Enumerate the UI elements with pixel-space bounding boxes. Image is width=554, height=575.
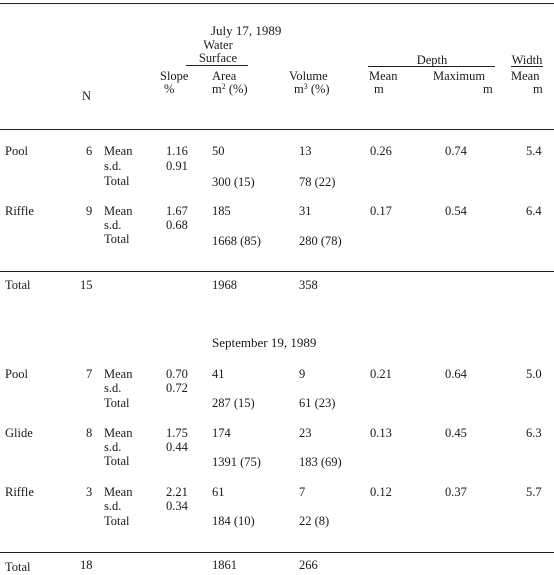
s2-glide-sd-label: s.d. — [104, 440, 122, 454]
s2-riffle-vol-total: 22 (8) — [299, 514, 330, 528]
s2-riffle-slope-mean: 2.21 — [166, 485, 188, 499]
depth-rule — [368, 66, 495, 67]
s1-riffle-area-mean: 185 — [212, 204, 231, 218]
s1-riffle-label: Riffle — [5, 204, 34, 218]
width-rule — [511, 66, 543, 67]
s1-total-area: 1968 — [212, 278, 237, 292]
s1-pool-n: 6 — [86, 144, 93, 158]
width-label: Width — [511, 53, 543, 67]
s1-pool-slope-sd: 0.91 — [166, 159, 188, 173]
water-label: Water — [203, 38, 233, 52]
s2-glide-vol-total: 183 (69) — [299, 455, 342, 469]
s1-pool-depth-max: 0.74 — [445, 144, 467, 158]
s2-glide-width: 6.3 — [526, 426, 542, 440]
surface-label: Surface — [198, 51, 238, 65]
s1-pool-vol-total: 78 (22) — [299, 175, 336, 189]
s2-riffle-mean-label: Mean — [104, 485, 133, 499]
s2-total-label: Total — [5, 560, 31, 574]
s1-riffle-mean-label: Mean — [104, 204, 133, 218]
s1-pool-total-label: Total — [104, 174, 130, 188]
s2-riffle-slope-sd: 0.34 — [166, 499, 188, 513]
s1-riffle-vol-mean: 31 — [299, 204, 312, 218]
s2-riffle-area-total: 184 (10) — [212, 514, 255, 528]
s2-total-volume: 266 — [299, 558, 318, 572]
s2-pool-mean-label: Mean — [104, 367, 133, 381]
s2-pool-depth-mean: 0.21 — [370, 367, 392, 381]
n-header: N — [82, 89, 92, 103]
slope-unit: % — [164, 82, 175, 96]
s2-pool-area-mean: 41 — [212, 367, 225, 381]
s1-pool-depth-mean: 0.26 — [370, 144, 392, 158]
depth-mean-header: Mean — [369, 69, 398, 83]
s1-riffle-depth-mean: 0.17 — [370, 204, 392, 218]
s2-pool-area-total: 287 (15) — [212, 396, 255, 410]
s2-riffle-total-label: Total — [104, 514, 130, 528]
date-september: September 19, 1989 — [212, 335, 317, 350]
s2-glide-area-total: 1391 (75) — [212, 455, 261, 469]
s2-glide-label: Glide — [5, 426, 33, 440]
s2-glide-total-label: Total — [104, 454, 130, 468]
depth-label: Depth — [416, 53, 448, 67]
s1-riffle-slope-mean: 1.67 — [166, 204, 188, 218]
depth-mean-unit: m — [374, 82, 384, 96]
slope-header: Slope — [160, 69, 189, 83]
s1-pool-area-mean: 50 — [212, 144, 225, 158]
s1-pool-width: 5.4 — [526, 144, 542, 158]
s2-pool-vol-mean: 9 — [299, 367, 306, 381]
depth-max-unit: m — [483, 82, 493, 96]
s1-riffle-sd-label: s.d. — [104, 218, 122, 232]
width-mean-header: Mean — [511, 69, 540, 83]
s2-glide-mean-label: Mean — [104, 426, 133, 440]
width-mean-unit: m — [533, 82, 543, 96]
area-unit — [212, 83, 248, 96]
s2-glide-area-mean: 174 — [212, 426, 231, 440]
s2-pool-slope-sd: 0.72 — [166, 381, 188, 395]
s2-glide-n: 8 — [86, 426, 93, 440]
volume-header: Volume — [289, 69, 328, 83]
header-rule — [0, 129, 554, 130]
s1-total-label: Total — [5, 278, 31, 292]
s1-riffle-total-label: Total — [104, 232, 130, 246]
s2-pool-width: 5.0 — [526, 367, 542, 381]
s2-riffle-n: 3 — [86, 485, 93, 499]
top-rule — [0, 3, 554, 4]
s2-pool-slope-mean: 0.70 — [166, 367, 188, 381]
s1-pool-slope-mean: 1.16 — [166, 144, 188, 158]
area-unit-base: m — [212, 82, 222, 96]
s2-pool-depth-max: 0.64 — [445, 367, 467, 381]
depth-max-header: Maximum — [433, 69, 486, 83]
s1-riffle-depth-max: 0.54 — [445, 204, 467, 218]
s1-riffle-slope-sd: 0.68 — [166, 218, 188, 232]
s2-riffle-depth-max: 0.37 — [445, 485, 467, 499]
s2-pool-total-label: Total — [104, 396, 130, 410]
area-unit-rest: (%) — [225, 82, 248, 96]
s2-total-rule — [0, 552, 554, 553]
volume-unit-sup: 3 — [303, 82, 308, 91]
s1-pool-mean-label: Mean — [104, 144, 133, 158]
s2-pool-vol-total: 61 (23) — [299, 396, 336, 410]
s2-riffle-sd-label: s.d. — [104, 499, 122, 513]
s1-pool-area-total: 300 (15) — [212, 175, 255, 189]
s2-total-area: 1861 — [212, 558, 237, 572]
water-surface-rule — [186, 65, 248, 66]
s2-pool-label: Pool — [5, 367, 28, 381]
s1-pool-vol-mean: 13 — [299, 144, 312, 158]
area-header: Area — [212, 69, 237, 83]
s1-total-n: 15 — [80, 278, 93, 292]
s2-total-n: 18 — [80, 558, 93, 572]
s1-total-volume: 358 — [299, 278, 318, 292]
s2-pool-n: 7 — [86, 367, 93, 381]
s1-riffle-area-total: 1668 (85) — [212, 234, 261, 248]
s2-glide-slope-mean: 1.75 — [166, 426, 188, 440]
s1-riffle-vol-total: 280 (78) — [299, 234, 342, 248]
s2-riffle-label: Riffle — [5, 485, 34, 499]
s2-pool-sd-label: s.d. — [104, 381, 122, 395]
s2-glide-depth-max: 0.45 — [445, 426, 467, 440]
volume-unit — [294, 83, 330, 96]
s2-glide-vol-mean: 23 — [299, 426, 312, 440]
s1-pool-sd-label: s.d. — [104, 159, 122, 173]
s2-glide-depth-mean: 0.13 — [370, 426, 392, 440]
s1-pool-label: Pool — [5, 144, 28, 158]
date-july: July 17, 1989 — [211, 23, 282, 38]
s1-riffle-n: 9 — [86, 204, 93, 218]
s2-riffle-vol-mean: 7 — [299, 485, 306, 499]
volume-unit-base: m — [294, 82, 304, 96]
s1-total-rule — [0, 271, 554, 272]
area-unit-sup: 2 — [221, 82, 226, 91]
volume-unit-rest: (%) — [307, 82, 330, 96]
s2-riffle-depth-mean: 0.12 — [370, 485, 392, 499]
s2-glide-slope-sd: 0.44 — [166, 440, 188, 454]
s2-riffle-area-mean: 61 — [212, 485, 225, 499]
s2-riffle-width: 5.7 — [526, 485, 542, 499]
s1-riffle-width: 6.4 — [526, 204, 542, 218]
